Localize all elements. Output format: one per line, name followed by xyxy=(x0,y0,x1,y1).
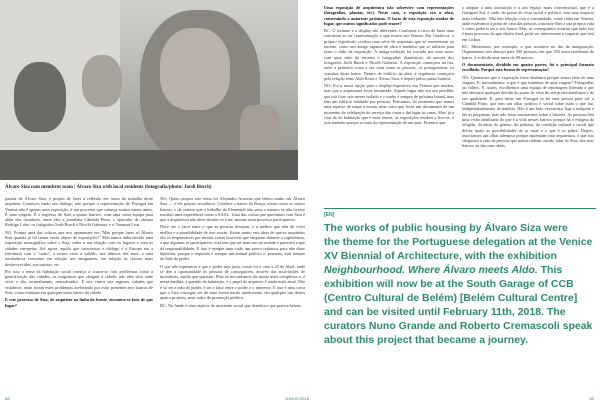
page-number-right: 89 xyxy=(589,396,594,401)
paragraph: O que não esperamos é que o poder seja justo, como foi o caso a 25 de Abril, onde se deu a oportunidade às pessoas de conseguirem, através das associações de moradores, aquilo que queriam. Hoje os mecanismos são muito mais complexos e, é nessa medida, a questão da habitação, e o papel do arquiteto é ainda mais atual. Não é só ser a mão do poder, é ser o fator entre o poder e o interesse. E isso é uma coisa que o Siza consegue ser de uma forma muito interessante, em qualquer um destes quatro projetos, nem todos de promoção pública. xyxy=(160,263,305,301)
english-line: (Centro Cultural de Belém) [Belém Cultural Centre] xyxy=(324,292,578,304)
paragraph: RC: Mostramos, por exemplo, o que acontece no dia da inauguração. Organizámos um almoço para 500 pessoas, em que 350 eram residentes do bairro, à volta de uma mesa de 80 metros. xyxy=(462,44,594,60)
text-column-4 xyxy=(462,5,594,151)
interview-question: Uma exposição de arquitetura não sobrevive com representações (fotografias, plantas, etc). Neste caso, a exposição era a obra, construindo o autorizar próximo. O facto de esta exposição mudar de lugar, que outros significados pode trazer? xyxy=(324,5,454,26)
paragraph: Por isso o tema da habitação social começa a cruzar-se com problemas como a gentrificação das cidades, os imigrantes que chegam à cidade, não têm sítio onde viver e são, normalmente, centralizados. E nós vimos nos regimes cidades que visitámos, onde foram estes problemas acelerando por estar presentes nos bairros de Siza, como estariam em qualquer outro bairro da cidade. xyxy=(5,268,153,296)
english-line: about this project that became a journey. xyxy=(324,334,529,346)
english-line: exhibition will now be at the South Garage of CCB xyxy=(324,278,574,290)
text-column-3 xyxy=(324,5,454,128)
section-divider xyxy=(324,208,596,209)
interview-question: O documentário, dividido em quatro partes, foi o principal formato escolhido. Porquê esta forma de representação? xyxy=(462,61,594,73)
interview-photo xyxy=(0,0,298,180)
english-text: This xyxy=(537,264,563,276)
english-line: The works of public housing by Álvaro Siza were xyxy=(324,222,568,234)
text-column-1 xyxy=(5,196,153,310)
english-line: curators Nuno Grande and Roberto Cremascoli speak xyxy=(324,320,593,332)
interview-question: E este processo de Siza, de arquiteto na linha da frente, encontra-se fora de que lugar? xyxy=(5,297,153,308)
page-number-left: 88 xyxy=(5,396,10,401)
paragraph: parada de Álvaro Siza, é propôs de fazer a reflexão em torno do trabalho deste arquiteto. Começou então um diálogo, não porque a representação de Portugal em Veneza não é apenas uma exposição, é um processo que começa muitos meses antes. É uma viagem. É o regresso de Siza a quatro bairros, com uma vasta equipa para além dos curadores, entre eles a jornalista Cândida Pinto, o operador de câmara Rodrigo Lobo, os fotógrafos Jordi Burch e Nicolò Galeazzi, e o Vasamar Cruz. xyxy=(5,196,153,228)
exhibition-title: Neighbourhood. Where Álvaro meets Aldo. xyxy=(324,264,538,276)
paragraph: Deve ser o fator entre o que as pessoas desejam, e a melhor que têm de viver melhor e a possibilidade de isso existir. Existe muito esta ideia de que os arquitetos são os responsáveis por muitas coisas horríveis que surgiram durante o capitalismo, a que algumas se participativo, está tem que ser mais um no mundo e parecerá a que dá responsabilidade. E isso é sempre uma visão um pouco redutora, para não dizer hipócrita, porque o arquiteto é sempre um animal político e, portanto, está sempre do lado do poder. xyxy=(160,224,305,262)
table xyxy=(0,150,298,180)
text-column-2 xyxy=(160,196,305,310)
english-line: the theme for the Portuguese delegation at the Venice xyxy=(324,236,593,248)
english-line xyxy=(324,263,596,277)
paragraph: NG: Porque uma das críticas que nos apontavam era "Mas porque fazer só Álvaro Siza quando já foi tantas vezes objeto de exposições?" Mas nunca tinha havido uma exposição monográfica sobre o Siza, sobre a sua relação com os lugares e com as cidades europeias. Até agora, aquilo que caracteriza o diálogo é a Europa era a tolerância com o "outro", e temos visto a solidão, nos últimos dez anos, a uma intolerância crescente em relação aos emigrantes, em relação às classes mais desfavorecidas, aos turistas, etc. xyxy=(5,229,153,267)
paragraph: NG: Queríamos que a exposição fosse dinâmica porque temos falar de uma viagem. E, normalmente, o que é que trazemos de uma viagem? Fotografias ou vídeos. E, assim, escolhemos uma equipa de reportagem liberada a que não deixasse qualquer dúvida do ponto de vista do seu profissionalismo e da sua qualidade. E, para mim, em Portugal só há uma pessoa para tal: a Cândida Pinto, que tem um olhar político e social sobre tudo o que faz, independentemente de matéria. Não é um lado voyeurista: liga a máquina e faz as perguntas, mas não fosse mostrarmos sobre a história. As pessoas têm uma visão idealizada do que é a vida nesses bairros porque há o estigma da religião, da etnia, do género, da pobreza, da condição cultural e social que define quais as possibilidades de se estar e o que é se pobre. Depois, associamos um olhar talentoso porque aguentam uma arquitetura, o que isto chegaram a casa de pessoas que nunca tinham ouvido falar do Siza, dos seus bairros ou das suas obras. xyxy=(462,74,594,149)
paragraph: NG: Quem propos este tema foi Alejandro Aravena que bebeu muito em Álvaro Siza — e ele próprio reconhece. Conhece o bairro da Bouça, assim como os outros bairros, e de certeza que o trabalho do Elemental não seria o mesmo se não tivesse existido uma experiência como a SAAL. Uma das coisas que queríamos com Siza é que a arquitetura não deve demitir-se e ser, mesmo num processo participativo. xyxy=(160,196,305,223)
english-summary xyxy=(324,221,596,347)
english-tag: [EN] xyxy=(324,212,335,218)
photo-caption: Álvaro Siza com membros team | Álvaro Siza with local residents (fotografia/photo: Jordi Burch) xyxy=(5,185,212,190)
paragraph: NG: Foi a nossa opção para o display-expositivo em Veneza que mudou, mas que a arquitetura fosse terminada. Aquele lugar não era um pavilhão que iria ficar seis meses isolado e o sonho é sempre de próxima bienal, mas tem um edifício habitado por pessoas. Pensamos, do momento que temos uma espécie de mapa a escala, uma coisa que fosse um documento de um momento de celebração do serviço das casas e daí lugar às casas. Mas, já a casa de da habitação que é estar temos, as exposições tendem a fixo-se, e esta também porque se trata da representação de um país. Fizemos que xyxy=(324,83,454,126)
paragraph: RC: No fundo é uma espécie de assistente social que desenha e que pratica beleza. xyxy=(160,302,302,308)
english-line: XV Biennial of Architecture, with the exhibition xyxy=(324,250,557,262)
resident-figure-2 xyxy=(82,55,122,107)
english-line: and can be visited until February 11th, 2018. The xyxy=(324,306,566,318)
paragraph: a adaptar a uma instituição e a um espaço mais convencional, que é a Garagem Sul, é onde, do ponto de vista social e político, tem uma impacto mais reduzido. Não tem relação com a comunidade, como tinha em Veneza, onde estávamos à porta de casa das pessoas a mostrar-lhes a sua própria vida e como poderia ser o seu futuro. Mas, se conseguimos mostrar que tudo isto é mais processo do que objeto final, pode ser interessante o impacto que terá em Lisboa. xyxy=(462,5,594,42)
resident-figure-1 xyxy=(14,62,66,132)
issue-date: JUNHO 2018 xyxy=(285,396,309,401)
architect-face xyxy=(160,28,230,110)
paragraph: RC: O formato e o display são diferentes. Conforme o risco de fazer uma caricatura ao ter representação o que estava em Veneza. Em Guidecca, o próprio espetáculo recebia uma série de materiais que se remetessem ao terreno, como um antigo tapume de obra e madeira que se utilizou para fazer o chão da exposição. A antiga-vedação foi trocada por uma nova, com uma série de retratos e fotografias domésticas, da autoria dos fotógrafos Jordi Burch e Nicolò Galeazzi. A exposição começava na rua, onde a primeira coisa a ser vista eram as pessoas, os protagonistas, os vizinhos deste bairro. Dentro do edifício da obra, a sequência começava pela relação entre Aldo Rossi e Álvaro Siza, e depois pelos quatro bairros. xyxy=(324,28,454,81)
